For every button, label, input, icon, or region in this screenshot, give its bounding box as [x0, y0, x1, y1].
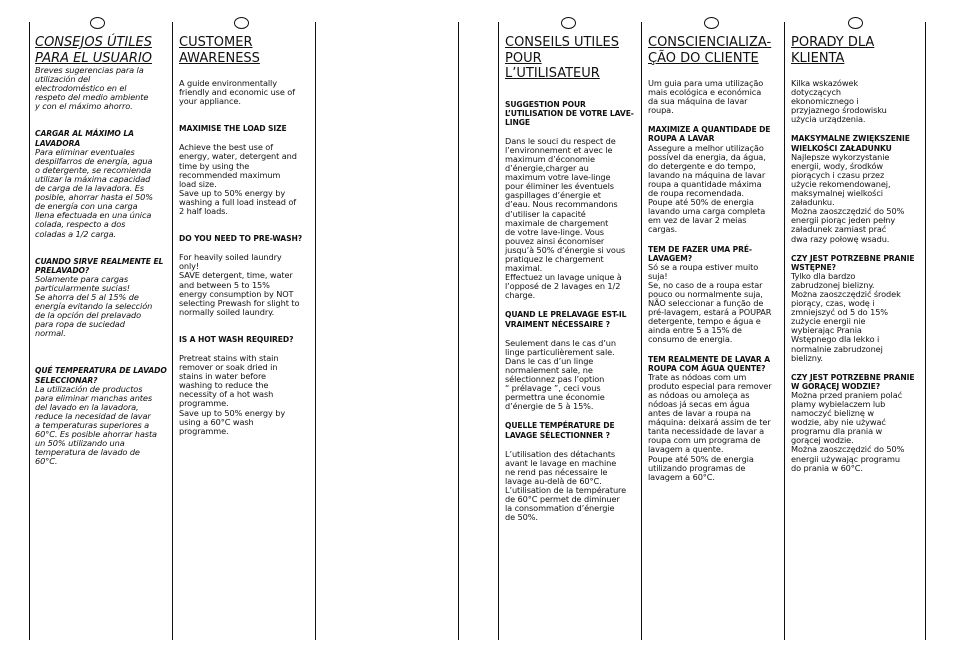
column-marker-circle — [848, 17, 863, 29]
body-hotwash-en: Pretreat stains with stain remover or soak dried in stains in water before washing to reduce the necessity of a hot wash programme. Save up to 50% energy by using a 60°C wash programme. — [179, 352, 286, 436]
column-marker-circle — [90, 17, 105, 29]
heading-load-fr: SUGGESTION POUR L’UTILISATION DE VOTRE LAVE- LINGE — [505, 99, 634, 127]
body-load-pl: Najlepsze wykorzystanie energii, wody, środków piorących i czasu przez użycie rekomendowanej, maksymalnej wielkości załadunku. Można zaoszczędzić do 50% energii piorąc jeden pełny załadunek zamiast prać dwa razy połowę wsadu. — [791, 151, 905, 244]
body-prewash-pl: Tylko dla bardzo zabrudzonej bielizny. Można zaoszczędzić środek piorący, czas, wodę i zmniejszyć od 5 do 15% zużycie energii nie wybierając Prania Wstępnego dla lekko i normalnie zabrudzonej bielizny. — [791, 270, 901, 363]
body-temperature-fr: L’utilisation des détachants avant le lavage en machine ne rend pas nécessaire le lavage au-delà de 60°C. L’utilisation de la température de 60°C permet de diminuer la consommation d’énergie de 50%. — [505, 448, 627, 523]
body-prewash-en: For heavily soiled laundry only! SAVE detergent, time, water and between 5 to 15% energy consumption by NOT selecting Prewash for slight to normally soiled laundry. — [179, 252, 300, 317]
section-title-en: CUSTOMER AWARENESS — [179, 35, 260, 66]
right-page-outer-rule — [498, 22, 499, 640]
body-load-fr: Dans le souci du respect de l’environnement et avec le maximum d’économie d’énergie,charger au maximum votre lave-linge pour éliminer les éventuels gaspillages d’énergie et d’eau. Nous recommandons d’utiliser la capacité maximale de chargement de votre lave-linge. Vous pouvez ainsi économiser jusqu’à 50% d’énergie si vous pratiquez le chargement maximal. Effectuez un lavage unique à l’opposé de 2 lavages en 1/2 charge. — [505, 135, 626, 301]
heading-prewash-es: CUANDO SIRVE REALMENTE EL PRELAVADO? — [35, 256, 164, 275]
heading-load-pt: MAXIMIZE A QUANTIDADE DE ROUPA A LAVAR — [648, 125, 771, 144]
body-prewash-es: Solamente para cargas particularmente sucias! Se ahorra del 5 al 15% de energía evitando la selección de la opción del prelavado para ropa de suciedad normal. — [35, 273, 153, 339]
section-title-fr: CONSEILS UTILES POUR L’UTILISATEUR — [505, 35, 619, 81]
column-marker-circle — [234, 17, 249, 29]
intro-text-pl: Kilka wskazówek dotyczących ekonomicznego i przyjaznego środowisku użycia urządzenia. — [791, 78, 887, 125]
column-fr — [505, 35, 639, 522]
heading-prewash-pl: CZY JEST POTRZEBNE PRANIE WSTĘPNE? — [791, 253, 915, 272]
column-marker-circle — [561, 17, 576, 29]
heading-temperature-fr: QUELLE TEMPÉRATURE DE LAVAGE SÉLECTIONNER ? — [505, 421, 615, 440]
body-load-en: Achieve the best use of energy, water, detergent and time by using the recommended maximum load size. Save up to 50% energy by washing a full load instead of 2 half loads. — [179, 142, 297, 217]
section-title-es: CONSEJOS ÚTILES PARA EL USUARIO — [35, 35, 153, 66]
left-page-inner-rule — [458, 22, 459, 640]
column-pt — [648, 35, 782, 482]
intro-text-en: A guide environmentally friendly and economic use of your appliance. — [179, 78, 295, 107]
column-divider-2 — [315, 22, 316, 640]
intro-text-pt: Um guia para uma utilização mais ecológica e económica da sua máquina de lavar roupa. — [648, 78, 764, 116]
section-title-pl: PORADY DLA KLIENTA — [791, 35, 875, 66]
column-marker-circle — [704, 17, 719, 29]
body-load-pt: Assegure a melhor utilização possível da energia, da água, do detergente e do tempo, lavando na máquina de lavar roupa a quantidade máxima de roupa recomendada. Poupe até 50% de energia lavando uma carga completa em vez de lavar 2 meias cargas. — [648, 142, 766, 235]
heading-prewash-en: DO YOU NEED TO PRE-WASH? — [179, 234, 303, 244]
column-pl — [791, 35, 923, 473]
heading-prewash-fr: QUAND LE PRELAVAGE EST-IL VRAIMENT NÉCESSAIRE ? — [505, 310, 627, 329]
body-temperature-es: La utilización de productos para eliminar manchas antes del lavado en la lavadora, reduce la necesidad de lavar a temperaturas superiores a 60°C. Es posible ahorrar hasta un 50% utilizando una temperatura de lavado de 60°C. — [35, 383, 157, 467]
heading-load-pl: MAKSYMALNE ZWIĘKSZENIE WIELKOŚCI ZAŁADUNKU — [791, 134, 910, 153]
heading-hotwash-pt: TEM REALMENTE DE LAVAR A ROUPA COM ÁGUA QUENTE? — [648, 354, 770, 373]
heading-load-en: MAXIMISE THE LOAD SIZE — [179, 124, 287, 134]
column-divider-4 — [784, 22, 785, 640]
section-title-pt: CONSCIENCIALIZA- ÇÃO DO CLIENTE — [648, 35, 772, 66]
intro-text-es: Breves sugerencias para la utilización del electrodoméstico en el respeto del medio ambiente y con el máximo ahorro. — [35, 65, 149, 112]
column-en — [179, 35, 311, 436]
body-load-es: Para eliminar eventuales despilfarros de energía, agua o detergente, se recomienda utilizar la máxima capacidad de carga de la lavadora. Es posible, ahorrar hasta el 50% de energía con una carga llena efectuada en una única colada, respecto a dos coladas a 1/2 carga. — [35, 146, 153, 239]
column-es — [35, 35, 169, 466]
heading-load-es: CARGAR AL MÁXIMO LA LAVADORA — [35, 129, 134, 148]
body-hotwash-pt: Trate as nódoas com um produto especial para remover as nódoas ou amoleça as nódoas já secas em água antes de lavar a roupa na máquina: deixará assim de ter tanta necessidade de lavar a roupa com um programa de lavagem a quente. Poupe até 50% de energia utilizando programas de lavagem a 60°C. — [648, 371, 772, 482]
column-divider-3 — [641, 22, 642, 640]
column-divider-1 — [172, 22, 173, 640]
left-page-outer-rule — [29, 22, 30, 640]
heading-hotwash-pl: CZY JEST POTRZEBNE PRANIE W GORĄCEJ WODZIE? — [791, 372, 915, 391]
body-prewash-pt: Só se a roupa estiver muito suja! Se, no caso de a roupa estar pouco ou normalmente suja, NÃO seleccionar a função de pré-lavagem, estará a POUPAR detergente, tempo e água e ainda entre 5 a 15% de consumo de energia. — [648, 261, 772, 345]
body-hotwash-pl: Można przed praniem polać plamy wybielaczem lub namoczyć bieliznę w wodzie, aby nie używać programu dla prania w gorącej wodzie. Można zaoszczędzić do 50% energii używając programu do prania w 60°C. — [791, 389, 905, 473]
body-prewash-fr: Seulement dans le cas d’un linge particulièrement sale. Dans le cas d’un linge normalement sale, ne sélectionnez pas l’option “ prélavage ”, ceci vous permettra une économie d’énergie de 5 à 15%. — [505, 337, 616, 412]
heading-temperature-es: QUÉ TEMPERATURA DE LAVADO SELECCIONAR? — [35, 366, 167, 385]
heading-prewash-pt: TEM DE FAZER UMA PRÉ- LAVAGEM? — [648, 244, 752, 263]
heading-hotwash-en: IS A HOT WASH REQUIRED? — [179, 334, 294, 344]
right-page-inner-rule — [925, 22, 926, 640]
